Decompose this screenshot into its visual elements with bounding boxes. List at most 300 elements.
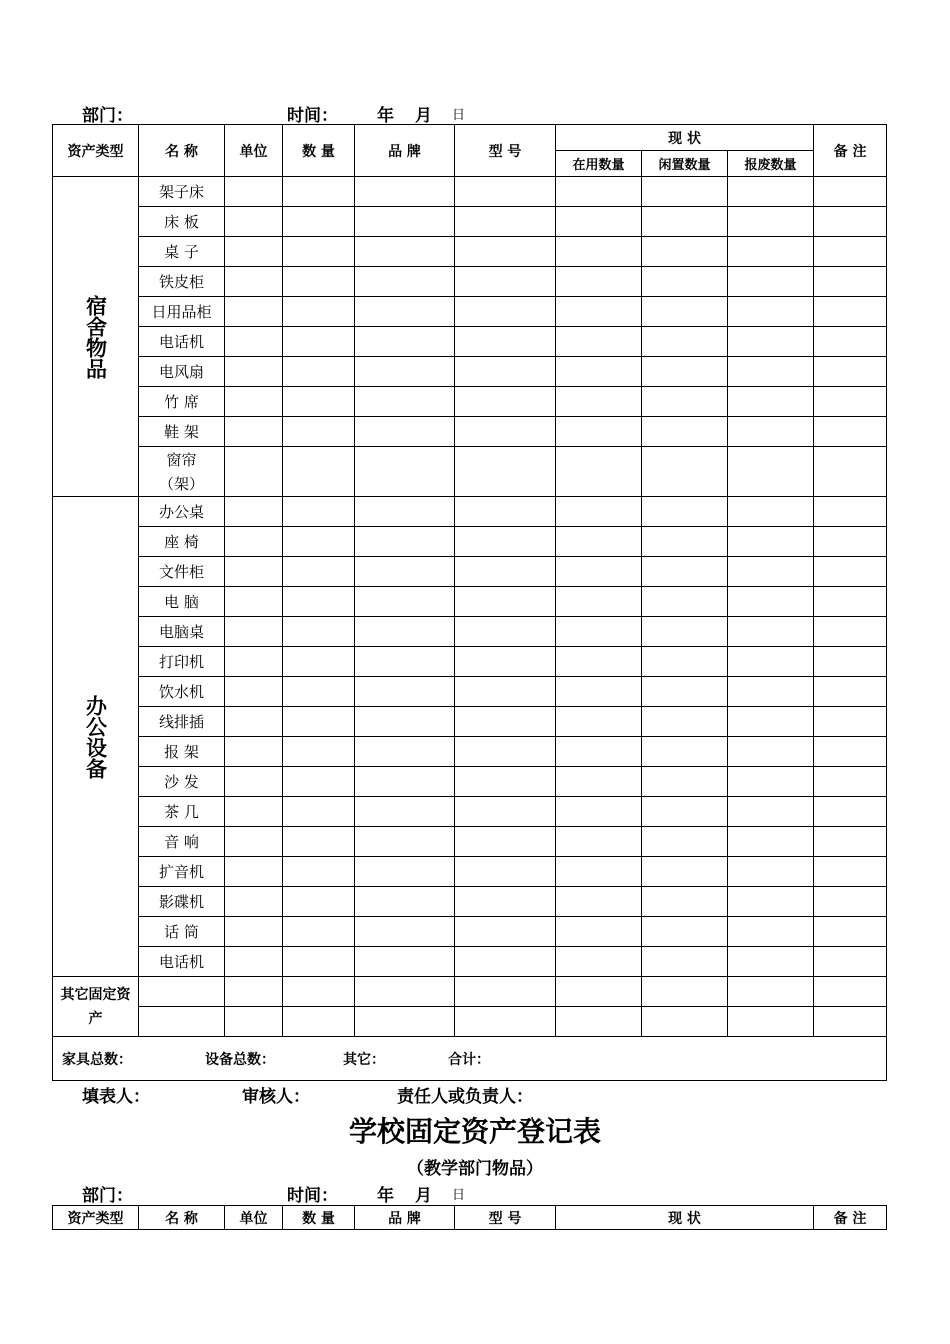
input-cell[interactable] [455, 417, 556, 447]
input-cell[interactable] [814, 887, 887, 917]
table-row [53, 767, 887, 797]
input-cell[interactable] [556, 387, 642, 417]
input-cell[interactable] [225, 207, 283, 237]
input-cell[interactable] [355, 447, 455, 497]
item-name: 日用品柜 [139, 297, 225, 327]
input-cell[interactable] [814, 237, 887, 267]
input-cell[interactable] [283, 357, 355, 387]
table-row [53, 357, 887, 387]
item-name: 扩音机 [139, 857, 225, 887]
input-cell[interactable] [283, 387, 355, 417]
col-name: 名 称 [139, 125, 225, 177]
input-cell[interactable] [642, 767, 728, 797]
input-cell[interactable] [225, 417, 283, 447]
year-label: 年 [377, 106, 394, 126]
col-quantity: 数 量 [283, 125, 355, 177]
time-label: 时间： [287, 106, 338, 126]
input-cell[interactable] [814, 677, 887, 707]
input-cell[interactable] [355, 947, 455, 977]
table-row [53, 587, 887, 617]
input-cell[interactable] [455, 387, 556, 417]
input-cell[interactable] [225, 267, 283, 297]
time-label-2: 时间： [287, 1186, 338, 1206]
input-cell[interactable] [642, 977, 728, 1007]
input-cell[interactable] [728, 327, 814, 357]
item-name: 茶 几 [139, 797, 225, 827]
input-cell[interactable] [556, 977, 642, 1007]
input-cell[interactable] [225, 737, 283, 767]
input-cell[interactable] [728, 237, 814, 267]
table-row [53, 647, 887, 677]
input-cell[interactable] [642, 527, 728, 557]
input-cell[interactable] [728, 857, 814, 887]
input-cell[interactable] [814, 647, 887, 677]
input-cell[interactable] [355, 827, 455, 857]
department-label: 部门： [82, 106, 133, 126]
input-cell[interactable] [814, 527, 887, 557]
table-row [53, 707, 887, 737]
input-cell[interactable] [642, 417, 728, 447]
input-cell[interactable] [355, 797, 455, 827]
input-cell[interactable] [556, 417, 642, 447]
input-cell[interactable] [814, 177, 887, 207]
input-cell[interactable] [556, 587, 642, 617]
input-cell[interactable] [642, 677, 728, 707]
item-name: 座 椅 [139, 527, 225, 557]
col-in-use: 在用数量 [556, 151, 642, 177]
input-cell[interactable] [283, 947, 355, 977]
input-cell[interactable] [283, 497, 355, 527]
input-cell[interactable] [642, 887, 728, 917]
input-cell[interactable] [283, 917, 355, 947]
input-cell[interactable] [283, 447, 355, 497]
input-cell[interactable] [225, 977, 283, 1007]
col-status: 现 状 [556, 125, 814, 151]
table-row [53, 617, 887, 647]
input-cell[interactable] [355, 617, 455, 647]
input-cell[interactable] [355, 177, 455, 207]
input-cell[interactable] [225, 797, 283, 827]
input-cell[interactable] [283, 677, 355, 707]
input-cell[interactable] [225, 327, 283, 357]
input-cell[interactable] [814, 857, 887, 887]
input-cell[interactable] [556, 947, 642, 977]
input-cell[interactable] [283, 857, 355, 887]
input-cell[interactable] [642, 737, 728, 767]
input-cell[interactable] [283, 617, 355, 647]
input-cell[interactable] [728, 177, 814, 207]
input-cell[interactable] [283, 327, 355, 357]
input-cell[interactable] [283, 527, 355, 557]
input-cell[interactable] [225, 297, 283, 327]
asset-register-table [52, 124, 887, 1081]
input-cell[interactable] [556, 887, 642, 917]
year-label-2: 年 [377, 1186, 394, 1206]
input-cell[interactable] [355, 207, 455, 237]
input-cell[interactable] [283, 417, 355, 447]
total-equipment-label: 设备总数： [205, 1051, 275, 1068]
input-cell[interactable] [455, 857, 556, 887]
col-idle: 闲置数量 [642, 151, 728, 177]
input-cell[interactable] [728, 297, 814, 327]
table-row [53, 387, 887, 417]
input-cell[interactable] [814, 947, 887, 977]
responsible-label: 责任人或负责人： [397, 1087, 533, 1107]
input-cell[interactable] [225, 357, 283, 387]
input-cell[interactable] [642, 297, 728, 327]
input-cell[interactable] [728, 447, 814, 497]
input-cell[interactable] [455, 797, 556, 827]
input-cell[interactable] [283, 797, 355, 827]
input-cell[interactable] [355, 417, 455, 447]
input-cell[interactable] [455, 587, 556, 617]
item-name: 架子床 [139, 177, 225, 207]
input-cell[interactable] [355, 857, 455, 887]
col-model: 型 号 [455, 125, 556, 177]
item-name: 报 架 [139, 737, 225, 767]
input-cell[interactable] [455, 327, 556, 357]
input-cell[interactable] [728, 617, 814, 647]
input-cell[interactable] [225, 1007, 283, 1037]
input-cell[interactable] [556, 677, 642, 707]
input-cell[interactable] [556, 207, 642, 237]
input-cell[interactable] [556, 647, 642, 677]
input-cell[interactable] [556, 527, 642, 557]
input-cell[interactable] [225, 557, 283, 587]
item-name: 竹 席 [139, 387, 225, 417]
input-cell[interactable] [814, 327, 887, 357]
table-row [53, 737, 887, 767]
total-total-label: 合计： [448, 1051, 490, 1068]
input-cell[interactable] [455, 447, 556, 497]
input-cell[interactable] [728, 677, 814, 707]
table-row [53, 527, 887, 557]
input-cell[interactable] [455, 617, 556, 647]
input-cell[interactable] [225, 827, 283, 857]
input-cell[interactable] [728, 827, 814, 857]
input-cell[interactable] [283, 737, 355, 767]
input-cell[interactable] [642, 617, 728, 647]
input-cell[interactable] [556, 797, 642, 827]
input-cell[interactable] [642, 267, 728, 297]
col-unit: 单位 [225, 125, 283, 177]
table-row [53, 177, 887, 207]
input-cell[interactable] [556, 267, 642, 297]
input-cell[interactable] [728, 707, 814, 737]
input-cell[interactable] [642, 1007, 728, 1037]
table-row [53, 947, 887, 977]
input-cell[interactable] [728, 977, 814, 1007]
input-cell[interactable] [728, 357, 814, 387]
input-cell[interactable] [455, 207, 556, 237]
form-subtitle: （教学部门物品） [407, 1159, 543, 1179]
input-cell[interactable] [355, 887, 455, 917]
input-cell[interactable] [556, 357, 642, 387]
input-cell[interactable] [642, 647, 728, 677]
item-name: 电 脑 [139, 587, 225, 617]
input-cell[interactable] [355, 707, 455, 737]
input-cell[interactable] [556, 617, 642, 647]
input-cell[interactable] [556, 177, 642, 207]
input-cell[interactable] [355, 587, 455, 617]
input-cell[interactable] [814, 267, 887, 297]
input-cell[interactable] [728, 207, 814, 237]
input-cell[interactable] [225, 497, 283, 527]
item-name: 话 筒 [139, 917, 225, 947]
input-cell[interactable] [642, 207, 728, 237]
col-asset-type-2: 资产类型 [53, 1206, 139, 1230]
input-cell[interactable] [355, 737, 455, 767]
input-cell[interactable] [225, 857, 283, 887]
input-cell[interactable] [355, 767, 455, 797]
table-row [53, 827, 887, 857]
input-cell[interactable] [225, 447, 283, 497]
input-cell[interactable] [283, 557, 355, 587]
col-remarks: 备 注 [814, 125, 887, 177]
table-row [53, 557, 887, 587]
col-brand-2: 品 牌 [355, 1206, 455, 1230]
input-cell[interactable] [814, 417, 887, 447]
input-cell[interactable] [283, 767, 355, 797]
input-cell[interactable] [814, 917, 887, 947]
input-cell[interactable] [556, 917, 642, 947]
input-cell[interactable] [355, 387, 455, 417]
item-name: 电话机 [139, 327, 225, 357]
total-other-label: 其它： [343, 1051, 385, 1068]
input-cell[interactable] [225, 237, 283, 267]
input-cell[interactable] [728, 767, 814, 797]
input-cell[interactable] [642, 947, 728, 977]
input-cell[interactable] [455, 237, 556, 267]
input-cell[interactable] [728, 557, 814, 587]
col-quantity-2: 数 量 [283, 1206, 355, 1230]
input-cell[interactable] [355, 237, 455, 267]
input-cell[interactable] [455, 177, 556, 207]
input-cell[interactable] [642, 857, 728, 887]
input-cell[interactable] [556, 447, 642, 497]
input-cell[interactable] [728, 267, 814, 297]
input-cell[interactable] [225, 887, 283, 917]
item-name: 饮水机 [139, 677, 225, 707]
input-cell[interactable] [355, 327, 455, 357]
input-cell[interactable] [355, 267, 455, 297]
input-cell[interactable] [814, 447, 887, 497]
input-cell[interactable] [556, 1007, 642, 1037]
input-cell[interactable] [283, 267, 355, 297]
input-cell[interactable] [225, 707, 283, 737]
table-row [53, 207, 887, 237]
total-furniture-label: 家具总数： [62, 1051, 132, 1068]
table-row [53, 327, 887, 357]
input-cell[interactable] [814, 357, 887, 387]
input-cell[interactable] [642, 827, 728, 857]
input-cell[interactable] [814, 707, 887, 737]
input-cell[interactable] [225, 767, 283, 797]
input-cell[interactable] [556, 767, 642, 797]
teaching-asset-table [52, 1205, 887, 1230]
input-cell[interactable] [814, 587, 887, 617]
input-cell[interactable] [728, 387, 814, 417]
input-cell[interactable] [455, 357, 556, 387]
input-cell[interactable] [225, 917, 283, 947]
input-cell[interactable] [455, 947, 556, 977]
input-cell[interactable] [814, 737, 887, 767]
input-cell[interactable] [814, 297, 887, 327]
item-name: 电脑桌 [139, 617, 225, 647]
input-cell[interactable] [355, 917, 455, 947]
input-cell[interactable] [642, 387, 728, 417]
input-cell[interactable] [814, 387, 887, 417]
department-label-2: 部门： [82, 1186, 133, 1206]
input-cell[interactable] [642, 447, 728, 497]
input-cell[interactable] [642, 177, 728, 207]
input-cell[interactable] [455, 977, 556, 1007]
input-cell[interactable] [814, 1007, 887, 1037]
input-cell[interactable] [814, 557, 887, 587]
input-cell[interactable] [728, 917, 814, 947]
input-cell[interactable] [728, 947, 814, 977]
input-cell[interactable] [225, 387, 283, 417]
table-row [53, 237, 887, 267]
input-cell[interactable] [642, 707, 728, 737]
input-cell[interactable] [225, 647, 283, 677]
input-cell[interactable] [355, 527, 455, 557]
input-cell[interactable] [355, 677, 455, 707]
input-cell[interactable] [642, 327, 728, 357]
input-cell[interactable] [728, 1007, 814, 1037]
input-cell[interactable] [455, 297, 556, 327]
item-name: 打印机 [139, 647, 225, 677]
input-cell[interactable] [728, 497, 814, 527]
table-row [53, 887, 887, 917]
input-cell[interactable] [728, 887, 814, 917]
input-cell[interactable] [225, 617, 283, 647]
input-cell[interactable] [455, 827, 556, 857]
input-cell[interactable] [283, 237, 355, 267]
input-cell[interactable] [355, 297, 455, 327]
input-cell[interactable] [556, 707, 642, 737]
col-asset-type: 资产类型 [53, 125, 139, 177]
input-cell[interactable] [455, 707, 556, 737]
input-cell[interactable] [455, 737, 556, 767]
col-brand: 品 牌 [355, 125, 455, 177]
input-cell[interactable] [455, 767, 556, 797]
input-cell[interactable] [642, 917, 728, 947]
input-cell[interactable] [225, 947, 283, 977]
input-cell[interactable] [455, 887, 556, 917]
item-name: 沙 发 [139, 767, 225, 797]
input-cell[interactable] [283, 207, 355, 237]
input-cell[interactable] [455, 677, 556, 707]
item-name: 铁皮柜 [139, 267, 225, 297]
input-cell[interactable] [556, 327, 642, 357]
input-cell[interactable] [455, 557, 556, 587]
reviewer-label: 审核人： [242, 1087, 310, 1107]
input-cell[interactable] [556, 827, 642, 857]
input-cell[interactable] [642, 497, 728, 527]
table-row [53, 447, 887, 497]
input-cell[interactable] [556, 497, 642, 527]
col-remarks-2: 备 注 [814, 1206, 887, 1230]
input-cell[interactable] [283, 587, 355, 617]
input-cell[interactable] [225, 587, 283, 617]
item-name [139, 1007, 225, 1037]
input-cell[interactable] [225, 527, 283, 557]
item-name: 文件柜 [139, 557, 225, 587]
month-label-2: 月 [415, 1186, 432, 1206]
table-row [53, 917, 887, 947]
input-cell[interactable] [355, 977, 455, 1007]
totals-row [53, 1037, 887, 1081]
input-cell[interactable] [355, 1007, 455, 1037]
input-cell[interactable] [556, 237, 642, 267]
input-cell[interactable] [283, 177, 355, 207]
input-cell[interactable] [283, 887, 355, 917]
input-cell[interactable] [556, 857, 642, 887]
col-model-2: 型 号 [455, 1206, 556, 1230]
input-cell[interactable] [814, 767, 887, 797]
input-cell[interactable] [728, 527, 814, 557]
input-cell[interactable] [814, 207, 887, 237]
item-name: 影碟机 [139, 887, 225, 917]
item-name: 电话机 [139, 947, 225, 977]
input-cell[interactable] [355, 357, 455, 387]
form-title: 学校固定资产登记表 [348, 1115, 601, 1148]
input-cell[interactable] [728, 647, 814, 677]
input-cell[interactable] [355, 647, 455, 677]
col-unit-2: 单位 [225, 1206, 283, 1230]
input-cell[interactable] [728, 797, 814, 827]
input-cell[interactable] [642, 557, 728, 587]
input-cell[interactable] [814, 827, 887, 857]
item-name: 线排插 [139, 707, 225, 737]
input-cell[interactable] [728, 587, 814, 617]
input-cell[interactable] [814, 617, 887, 647]
day-label-2: 日 [452, 1188, 466, 1203]
input-cell[interactable] [814, 977, 887, 1007]
input-cell[interactable] [283, 977, 355, 1007]
input-cell[interactable] [642, 797, 728, 827]
input-cell[interactable] [642, 587, 728, 617]
input-cell[interactable] [355, 557, 455, 587]
input-cell[interactable] [283, 1007, 355, 1037]
input-cell[interactable] [814, 797, 887, 827]
input-cell[interactable] [283, 647, 355, 677]
input-cell[interactable] [225, 177, 283, 207]
input-cell[interactable] [455, 267, 556, 297]
input-cell[interactable] [455, 917, 556, 947]
input-cell[interactable] [283, 297, 355, 327]
input-cell[interactable] [355, 497, 455, 527]
input-cell[interactable] [642, 237, 728, 267]
input-cell[interactable] [455, 647, 556, 677]
input-cell[interactable] [556, 557, 642, 587]
input-cell[interactable] [283, 707, 355, 737]
input-cell[interactable] [642, 357, 728, 387]
input-cell[interactable] [556, 737, 642, 767]
input-cell[interactable] [728, 737, 814, 767]
input-cell[interactable] [455, 1007, 556, 1037]
input-cell[interactable] [455, 527, 556, 557]
input-cell[interactable] [225, 677, 283, 707]
month-label: 月 [415, 106, 432, 126]
category-cell: 其它固定资产 [53, 977, 139, 1037]
input-cell[interactable] [455, 497, 556, 527]
input-cell[interactable] [728, 417, 814, 447]
input-cell[interactable] [283, 827, 355, 857]
input-cell[interactable] [556, 297, 642, 327]
input-cell[interactable] [814, 497, 887, 527]
